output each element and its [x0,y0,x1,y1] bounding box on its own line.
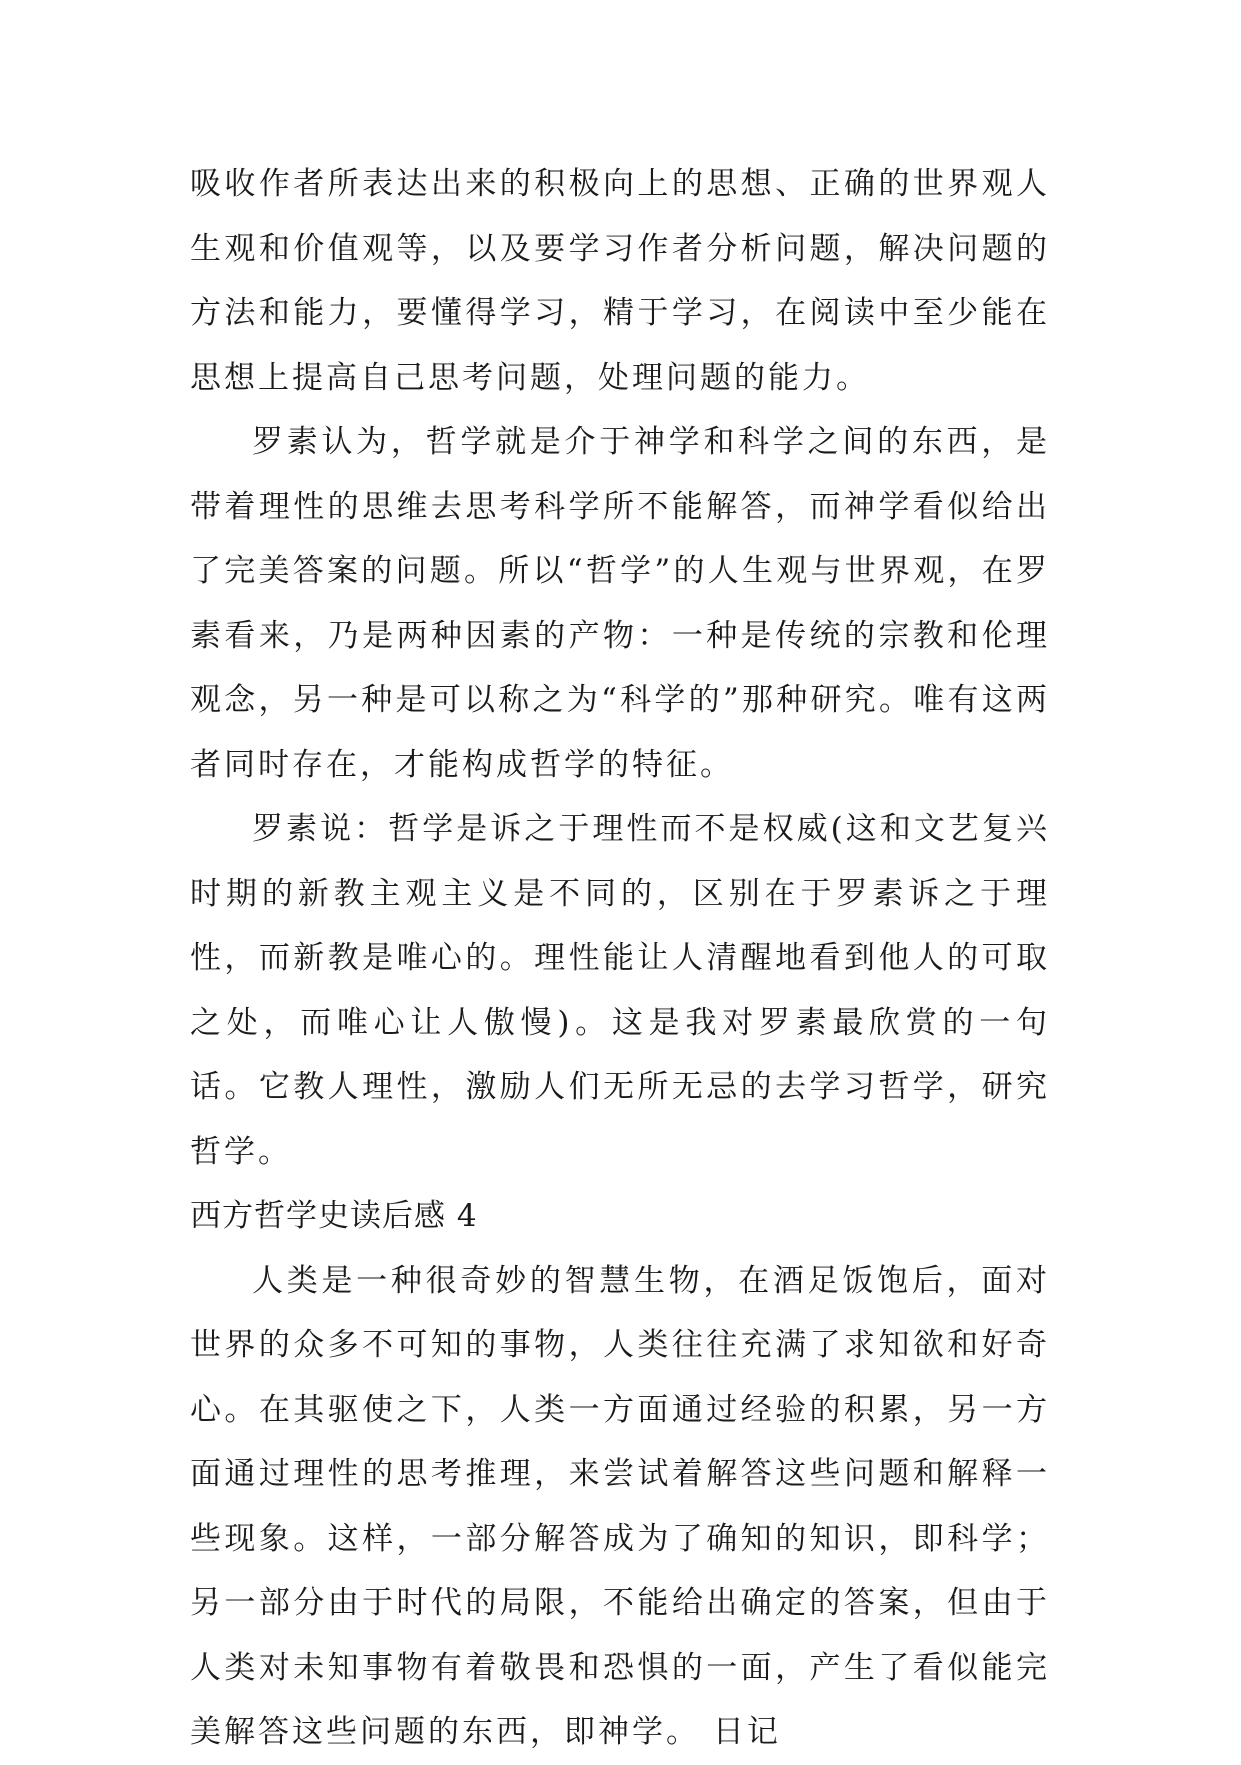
document-body [190,152,1050,1765]
section-heading: 西方哲学史读后感 4 [190,1198,478,1234]
paragraph-continuation: 吸收作者所表达出来的积极向上的思想、正确的世界观人生观和价值观等，以及要学习作者分析问题，解决问题的方法和能力，要懂得学习，精于学习，在阅读中至少能在思想上提高自己思考问题，处理问题的能力。 [190,166,1050,396]
paragraph-russell-reason: 罗素说：哲学是诉之于理性而不是权威(这和文艺复兴时期的新教主观主义是不同的，区别在于罗素诉之于理性，而新教是唯心的。理性能让人清醒地看到他人的可取之处，而唯心让人傲慢)。这是我对罗素最欣赏的一句话。它教人理性，激励人们无所无忌的去学习哲学，研究哲学。 [190,811,1050,1170]
paragraph-russell-philosophy: 罗素认为，哲学就是介于神学和科学之间的东西，是带着理性的思维去思考科学所不能解答，而神学看似给出了完美答案的问题。所以“哲学”的人生观与世界观，在罗素看来，乃是两种因素的产物：一种是传统的宗教和伦理观念，另一种是可以称之为“科学的”那种研究。唯有这两者同时存在，才能构成哲学的特征。 [190,424,1050,783]
paragraph-human-curiosity: 人类是一种很奇妙的智慧生物，在酒足饭饱后，面对世界的众多不可知的事物，人类往往充满了求知欲和好奇心。在其驱使之下，人类一方面通过经验的积累，另一方面通过理性的思考推理，来尝试着解答这些问题和解释一些现象。这样，一部分解答成为了确知的知识，即科学；另一部分由于时代的局限，不能给出确定的答案，但由于人类对未知事物有着敬畏和恐惧的一面，产生了看似能完美解答这些问题的东西，即神学。 日记 [190,1262,1050,1750]
